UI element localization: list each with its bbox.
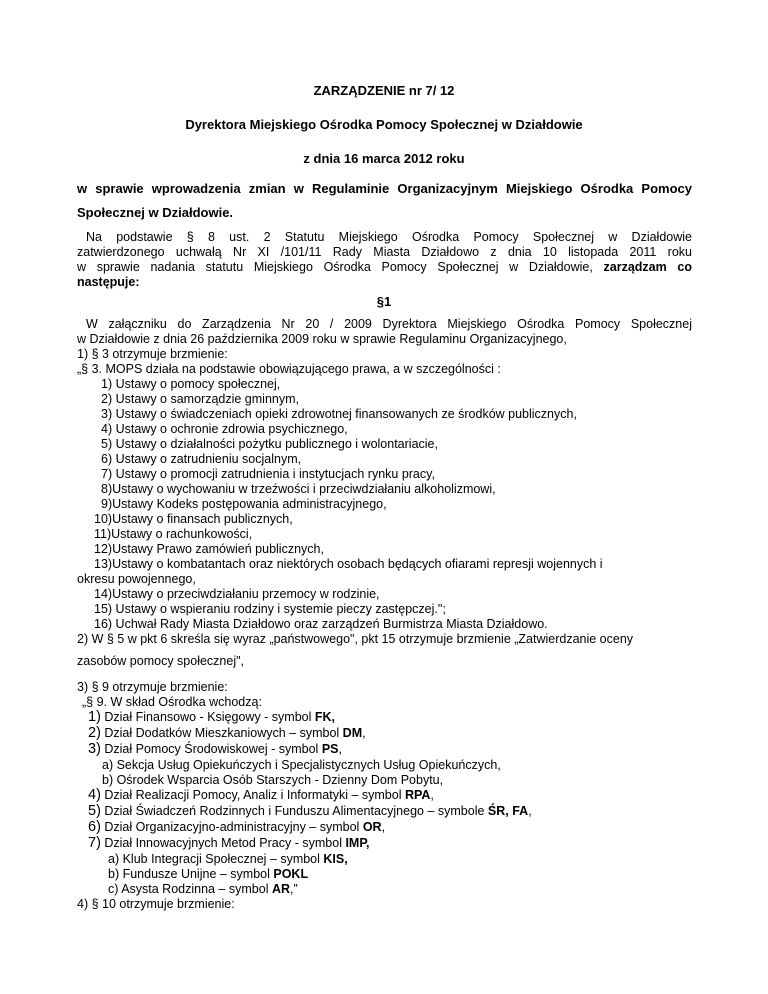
law-item: 5) Ustawy o działalności pożytku publicznego i wolontariacie,	[101, 437, 438, 451]
department-number: 1)	[88, 709, 101, 725]
law-item: 14)Ustawy o przeciwdziałaniu przemocy w rodzinie,	[94, 587, 380, 601]
law-item: 16) Uchwał Rady Miasta Działdowo oraz zarządzeń Burmistrza Miasta Działdowo.	[94, 617, 548, 631]
intro-line-1: W załączniku do Zarządzenia Nr 20 / 2009 Dyrektora Miejskiego Ośrodka Pomocy Społecznej	[86, 317, 692, 331]
department-symbol: FK,	[314, 710, 336, 724]
law-item: 10)Ustawy o finansach publicznych,	[94, 512, 293, 526]
department-subitem: b) Ośrodek Wsparcia Osób Starszych - Dzienny Dom Pobytu,	[102, 773, 444, 787]
basis-line-2: zatwierdzonego uchwałą Nr XI /101/11 Rady Miasta Działdowo z dnia 10 listopada 2011 roku	[77, 245, 692, 259]
department-item	[88, 710, 703, 725]
department-symbol: ŚR, FA	[487, 804, 529, 818]
basis-line-3-bold: zarządzam co	[603, 260, 692, 274]
department-item: 4) Dział Realizacji Pomocy, Analiz i Informatyki – symbol RPA,	[88, 787, 434, 803]
section-heading: §1	[376, 294, 392, 309]
law-item: 1) Ustawy o pomocy społecznej,	[101, 377, 281, 391]
department-label: Dział Finansowo - Księgowy - symbol	[100, 710, 315, 724]
department-number: 4)	[88, 787, 101, 803]
subitem-symbol: POKL	[273, 867, 309, 881]
department-symbol: OR	[362, 820, 382, 834]
department-item: 2) Dział Dodatków Mieszkaniowych – symbol DM,	[88, 725, 366, 741]
department-label: Dział Świadczeń Rodzinnych i Funduszu Alimentacyjnego – symbole	[100, 804, 488, 818]
law-item: 7) Ustawy o promocji zatrudnienia i instytucjach rynku pracy,	[101, 467, 435, 481]
quote-3: „§ 9. W skład Ośrodka wchodzą:	[82, 695, 262, 709]
department-label: Dział Realizacji Pomocy, Analiz i Informatyki – symbol	[100, 788, 405, 802]
department-number: 3)	[88, 741, 101, 757]
department-label: Dział Pomocy Środowiskowej - symbol	[100, 742, 322, 756]
department-number: 6)	[88, 819, 101, 835]
subitem-symbol: KIS,	[323, 852, 348, 866]
department-subitem	[108, 852, 723, 867]
department-item	[88, 836, 703, 851]
department-number: 7)	[88, 835, 101, 851]
law-item: 11)Ustawy o rachunkowości,	[94, 527, 253, 541]
department-label: Dział Organizacyjno-administracyjny – symbol	[100, 820, 363, 834]
department-label: Dział Innowacyjnych Metod Pracy - symbol	[100, 836, 346, 850]
subitem-label: b) Fundusze Unijne – symbol	[108, 867, 274, 881]
subitem-symbol: AR	[271, 882, 291, 896]
department-item: 6) Dział Organizacyjno-administracyjny – symbol OR,	[88, 819, 386, 835]
intro-line-2: w Działdowie z dnia 26 października 2009 roku w sprawie Regulaminu Organizacyjnego,	[77, 332, 567, 346]
point-2-line-2: zasobów pomocy społecznej",	[77, 654, 245, 668]
department-symbol: RPA	[404, 788, 431, 802]
point-3: 3) § 9 otrzymuje brzmienie:	[77, 680, 228, 694]
subitem-label: a) Klub Integracji Społecznej – symbol	[108, 852, 324, 866]
basis-line-3	[77, 260, 692, 275]
department-item: 3) Dział Pomocy Środowiskowej - symbol PS,	[88, 741, 342, 757]
basis-line-4: następuje:	[77, 275, 140, 289]
document-date: z dnia 16 marca 2012 roku	[303, 151, 465, 166]
law-item: 12)Ustawy Prawo zamówień publicznych,	[94, 542, 324, 556]
document-issuer: Dyrektora Miejskiego Ośrodka Pomocy Społecznej w Działdowie	[185, 117, 583, 132]
department-subitem: c) Asysta Rodzinna – symbol AR,”	[108, 882, 298, 896]
law-item: 9)Ustawy Kodeks postępowania administracyjnego,	[101, 497, 387, 511]
point-1: 1) § 3 otrzymuje brzmienie:	[77, 347, 228, 361]
law-item: 3) Ustawy o świadczeniach opieki zdrowotnej finansowanych ze środków publicznych,	[101, 407, 577, 421]
law-item: 4) Ustawy o ochronie zdrowia psychicznego,	[101, 422, 348, 436]
department-subitem: a) Sekcja Usług Opiekuńczych i Specjalistycznych Usług Opiekuńczych,	[102, 758, 501, 772]
quote-1: „§ 3. MOPS działa na podstawie obowiązującego prawa, a w szczególności :	[77, 362, 501, 376]
department-label: Dział Dodatków Mieszkaniowych – symbol	[100, 726, 343, 740]
department-item: 5) Dział Świadczeń Rodzinnych i Funduszu Alimentacyjnego – symbole ŚR, FA,	[88, 803, 532, 819]
department-symbol: PS	[321, 742, 339, 756]
law-item: 2) Ustawy o samorządzie gminnym,	[101, 392, 299, 406]
basis-line-1: Na podstawie § 8 ust. 2 Statutu Miejskiego Ośrodka Pomocy Społecznej w Działdowie	[86, 230, 692, 244]
subject-line-2: Społecznej w Działdowie.	[77, 205, 234, 220]
law-item: 15) Ustawy o wspieraniu rodziny i systemie pieczy zastępczej.";	[94, 602, 446, 616]
department-symbol: IMP,	[345, 836, 370, 850]
department-subitem	[108, 867, 723, 882]
law-item: 6) Ustawy o zatrudnieniu socjalnym,	[101, 452, 302, 466]
point-2-line-1: 2) W § 5 w pkt 6 skreśla się wyraz „państwowego", pkt 15 otrzymuje brzmienie „Zatwierdzanie oceny	[77, 632, 634, 646]
basis-line-3-text: w sprawie nadania statutu Miejskiego Ośrodka Pomocy Społecznej w Działdowie,	[77, 260, 604, 274]
law-item: 8)Ustawy o wychowaniu w trzeźwości i przeciwdziałaniu alkoholizmowi,	[101, 482, 496, 496]
law-item-continuation: okresu powojennego,	[77, 572, 196, 586]
department-symbol: DM	[342, 726, 363, 740]
subject-line-1: w sprawie wprowadzenia zmian w Regulaminie Organizacyjnym Miejskiego Ośrodka Pomocy	[77, 181, 692, 196]
department-number: 5)	[88, 803, 101, 819]
point-4: 4) § 10 otrzymuje brzmienie:	[77, 897, 235, 911]
department-number: 2)	[88, 725, 101, 741]
subitem-label: c) Asysta Rodzinna – symbol	[108, 882, 272, 896]
document-title: ZARZĄDZENIE nr 7/ 12	[313, 83, 455, 98]
law-item: 13)Ustawy o kombatantach oraz niektórych osobach będących ofiarami represji wojennych i	[94, 557, 603, 571]
